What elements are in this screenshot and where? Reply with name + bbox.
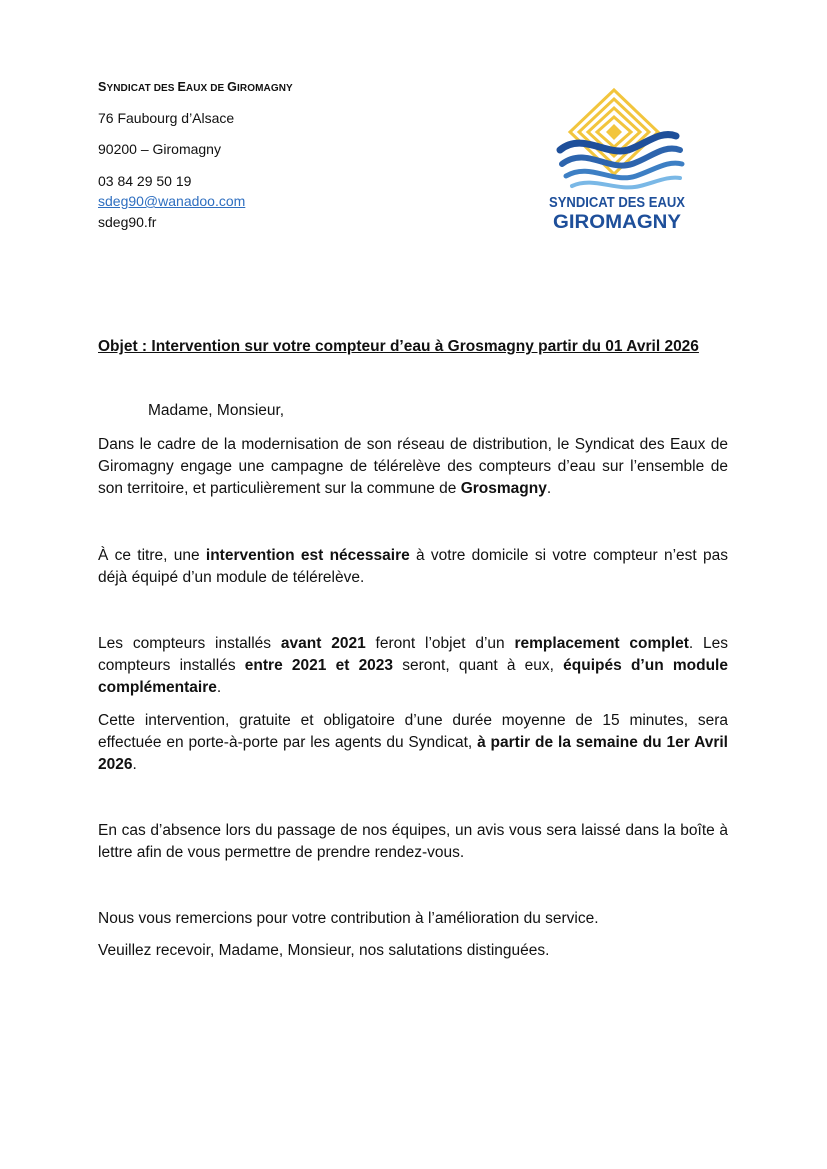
- paragraph-schedule: Cette intervention, gratuite et obligatoire d’une durée moyenne de 15 minutes, sera effectuée en porte-à-porte par les agents du Syndicat, à partir de la semaine du 1er Avril 2026.: [98, 712, 728, 773]
- paragraph-closing: Veuillez recevoir, Madame, Monsieur, nos salutations distinguées.: [98, 942, 550, 959]
- paragraph-context: Dans le cadre de la modernisation de son réseau de distribution, le Syndicat des Eaux de Giromagny engage une campagne de télérelève des compteurs d’eau sur l’ensemble de son territoire, et particulièrement sur la commune de Grosmagny.: [98, 436, 728, 497]
- paragraph-absence: En cas d’absence lors du passage de nos équipes, un avis vous sera laissé dans la boîte à lettre afin de vous permettre de prendre rendez-vous.: [98, 822, 728, 861]
- logo-line2: GIROMAGNY: [553, 212, 682, 233]
- paragraph-thanks: Nous vous remercions pour votre contribution à l’amélioration du service.: [98, 910, 599, 927]
- paragraph-meter-types: Les compteurs installés avant 2021 feront l’objet d’un remplacement complet. Les compteurs installés entre 2021 et 2023 seront, quant à eux, équipés d’un module complémentaire.: [98, 635, 728, 696]
- salutation: Madame, Monsieur,: [148, 402, 285, 419]
- sender-website: sdeg90.fr: [98, 214, 157, 230]
- sender-city: 90200 – Giromagny: [98, 141, 221, 157]
- sender-organization-name: SYNDICAT DES EAUX DE GIROMAGNY: [98, 80, 293, 94]
- sender-email-link[interactable]: sdeg90@wanadoo.com: [98, 193, 246, 209]
- sender-phone: 03 84 29 50 19: [98, 173, 192, 189]
- letter-subject: Objet : Intervention sur votre compteur d’eau à Grosmagny partir du 01 Avril 2026: [98, 338, 699, 355]
- paragraph-intervention: À ce titre, une intervention est nécessaire à votre domicile si votre compteur n’est pas déjà équipé d’un module de télérelève.: [98, 547, 728, 586]
- syndicat-logo: [542, 86, 692, 236]
- logo-line1: SYNDICAT DES EAUX: [549, 195, 686, 211]
- sender-street: 76 Faubourg d’Alsace: [98, 110, 235, 126]
